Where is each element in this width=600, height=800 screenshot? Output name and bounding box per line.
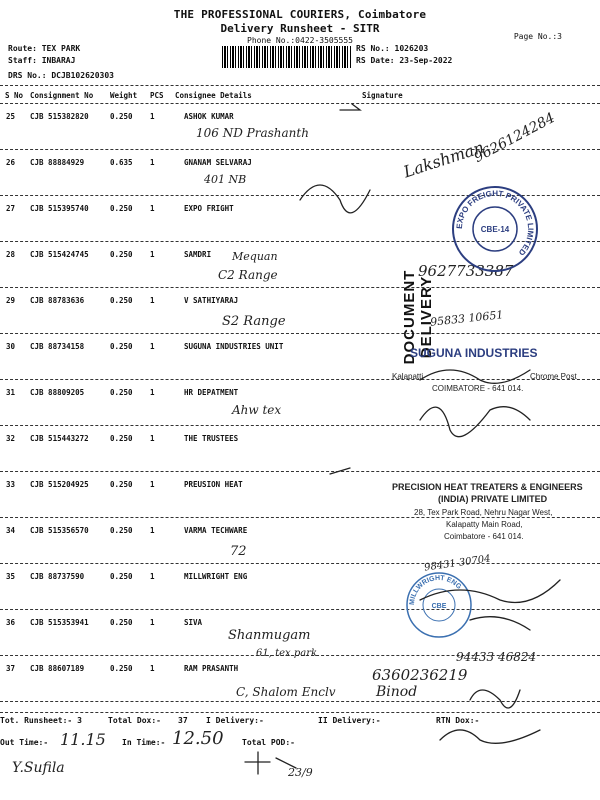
row-pcs: 1 <box>150 388 155 397</box>
row-pcs: 1 <box>150 250 155 259</box>
row-sno: 32 <box>6 434 16 443</box>
tot-runsheet: Tot. Runsheet:- 3 <box>0 716 82 725</box>
hand-r29-address: S2 Range <box>222 314 286 329</box>
sig-r36-phone: 94433 46824 <box>456 650 537 664</box>
row-pcs: 1 <box>150 342 155 351</box>
suguna-stamp-addr3: COIMBATORE - 641 014. <box>432 384 524 393</box>
row-sno: 35 <box>6 572 16 581</box>
row-consignment-no: CJB 88783636 <box>30 296 85 305</box>
total-dox-value: 37 <box>178 716 188 725</box>
total-dox-label: Total Dox:- <box>108 716 161 725</box>
row-pcs: 1 <box>150 572 155 581</box>
row-consignment-no: CJB 515395740 <box>30 204 89 213</box>
row-consignment-no: CJB 515443272 <box>30 434 89 443</box>
row-sno: 27 <box>6 204 16 213</box>
footer-rule <box>0 712 600 713</box>
row-pcs: 1 <box>150 112 155 121</box>
row-pcs: 1 <box>150 158 155 167</box>
footer-signature: Y.Sufila <box>12 760 65 776</box>
row-sno: 30 <box>6 342 16 351</box>
in-time-value: 12.50 <box>172 728 224 749</box>
sig-r34-phone: 98431 30704 <box>423 553 492 574</box>
row-consignee-name: RAM PRASANTH <box>184 664 239 673</box>
row-consignment-no: CJB 88884929 <box>30 158 85 167</box>
row-consignment-no: CJB 515356570 <box>30 526 89 535</box>
sig-r29-phone: 95833 10651 <box>429 308 504 329</box>
row-weight: 0.250 <box>110 250 133 259</box>
precision-stamp-addr2: Kalapatty Main Road, <box>446 520 523 529</box>
suguna-stamp-addr1: Kalapatti <box>392 372 424 381</box>
precision-stamp-addr1: 28, Tex Park Road, Nehru Nagar West, <box>414 508 553 517</box>
row-consignee-name: PREUSION HEAT <box>184 480 243 489</box>
row-sno: 31 <box>6 388 16 397</box>
row-pcs: 1 <box>150 480 155 489</box>
row-consignee-name: SAMDRI <box>184 250 212 259</box>
row-consignee-name: THE TRUSTEES <box>184 434 239 443</box>
in-time-label: In Time:- <box>122 738 166 747</box>
hand-r28-address1: Mequan <box>232 250 278 263</box>
row-weight: 0.250 <box>110 296 133 305</box>
row-sno: 29 <box>6 296 16 305</box>
suguna-stamp-title: SUGUNA INDUSTRIES <box>410 346 538 360</box>
suguna-stamp-addr2: Chrome Post <box>530 372 577 381</box>
hand-r36-name: Shanmugam <box>228 628 311 643</box>
row-pcs: 1 <box>150 434 155 443</box>
row-sno: 33 <box>6 480 16 489</box>
rs-date: RS Date: 23-Sep-2022 <box>356 56 453 65</box>
row-sno: 28 <box>6 250 16 259</box>
row-pcs: 1 <box>150 204 155 213</box>
row-weight: 0.250 <box>110 480 133 489</box>
row-weight: 0.250 <box>110 388 133 397</box>
rs-number: RS No.: 1026203 <box>356 44 429 53</box>
row-sno: 26 <box>6 158 16 167</box>
sig-r25-name: Lakshman <box>401 137 487 182</box>
row-consignee-name: ASHOK KUMAR <box>184 112 234 121</box>
row-consignee-name: SIVA <box>184 618 203 627</box>
col-signature: Signature <box>362 91 403 100</box>
route: Route: TEX PARK <box>8 44 81 53</box>
precision-stamp-sub: (INDIA) PRIVATE LIMITED <box>438 494 548 504</box>
row-consignment-no: CJB 515424745 <box>30 250 89 259</box>
row-weight: 0.250 <box>110 526 133 535</box>
row-weight: 0.250 <box>110 434 133 443</box>
hand-r34-note: 72 <box>230 544 247 559</box>
ii-delivery: II Delivery:- <box>318 716 381 725</box>
row-sno: 34 <box>6 526 16 535</box>
out-time-value: 11.15 <box>60 730 106 749</box>
drs-number: DRS No.: DCJB102620303 <box>8 71 114 80</box>
row-consignment-no: CJB 88734158 <box>30 342 85 351</box>
col-consignment: Consignment No <box>30 91 94 100</box>
row-sno: 36 <box>6 618 16 627</box>
row-consignee-name: GNANAM SELVARAJ <box>184 158 252 167</box>
row-weight: 0.250 <box>110 664 133 673</box>
svg-text:MILLWRIGHT ENG: MILLWRIGHT ENG <box>408 574 463 606</box>
row-weight: 0.250 <box>110 112 133 121</box>
total-pod: Total POD:- <box>242 738 295 747</box>
row-pcs: 1 <box>150 296 155 305</box>
row-consignee-name: V SATHIYARAJ <box>184 296 239 305</box>
svg-text:EXPO FREIGHT PRIVATE LIMITED: EXPO FREIGHT PRIVATE LIMITED <box>454 188 536 258</box>
hand-r25-address: 106 ND Prashanth <box>196 126 309 140</box>
row-consignment-no: CJB 88809205 <box>30 388 85 397</box>
row-consignment-no: CJB 515382820 <box>30 112 89 121</box>
row-weight: 0.250 <box>110 618 133 627</box>
row-consignee-name: VARMA TECHWARE <box>184 526 248 535</box>
sig-r28-phone: 9627733387 <box>418 262 514 280</box>
col-sno: S No <box>5 91 24 100</box>
row-consignment-no: CJB 88737590 <box>30 572 85 581</box>
i-delivery: I Delivery:- <box>206 716 264 725</box>
row-weight: 0.250 <box>110 572 133 581</box>
rtn-dox: RTN Dox:- <box>436 716 480 725</box>
col-pcs: PCS <box>150 91 164 100</box>
row-sno: 25 <box>6 112 16 121</box>
footer-date: 23/9 <box>288 766 313 779</box>
row-consignee-name: HR DEPATMENT <box>184 388 239 397</box>
precision-stamp-addr3: Coimbatore - 641 014. <box>444 532 524 541</box>
row-pcs: 1 <box>150 526 155 535</box>
row-pcs: 1 <box>150 664 155 673</box>
hand-r37-address: C, Shalom Enclv <box>236 685 336 699</box>
page-number: Page No.:3 <box>513 32 562 41</box>
hand-r36-address: 61, tex park <box>256 648 318 659</box>
page-title: THE PROFESSIONAL COURIERS, Coimbatore <box>173 8 427 21</box>
precision-stamp-title: PRECISION HEAT TREATERS & ENGINEERS <box>392 482 583 492</box>
staff: Staff: INBARAJ <box>8 56 76 65</box>
row-consignment-no: CJB 515204925 <box>30 480 89 489</box>
svg-text:CBE-14: CBE-14 <box>480 225 510 234</box>
row-consignee-name: SUGUNA INDUSTRIES UNIT <box>184 342 284 351</box>
row-consignment-no: CJB 515353941 <box>30 618 89 627</box>
hand-r31-note: Ahw tex <box>232 403 282 417</box>
row-weight: 0.250 <box>110 204 133 213</box>
hand-r28-address2: C2 Range <box>218 268 278 282</box>
row-consignee-name: EXPO FRIGHT <box>184 204 234 213</box>
phone-number: Phone No.:0422-3505555 <box>247 36 353 45</box>
row-consignment-no: CJB 88607189 <box>30 664 85 673</box>
row-consignee-name: MILLWRIGHT ENG <box>184 572 248 581</box>
row-weight: 0.635 <box>110 158 133 167</box>
svg-text:CBE: CBE <box>431 603 447 610</box>
out-time-label: Out Time:- <box>0 738 49 747</box>
document-delivery-stamp: DOCUMENT DELIVERY <box>401 269 435 365</box>
col-consignee: Consignee Details <box>175 91 252 100</box>
row-sno: 37 <box>6 664 16 673</box>
row-pcs: 1 <box>150 618 155 627</box>
sig-r37-phone: 6360236219 <box>372 666 468 684</box>
runsheet-subtitle: Delivery Runsheet - SITR <box>220 22 380 35</box>
sig-r37-name: Binod <box>376 684 418 700</box>
hand-r26-address: 401 NB <box>204 173 247 186</box>
row-weight: 0.250 <box>110 342 133 351</box>
sig-r25-phone: 9626124284 <box>471 110 558 166</box>
col-weight: Weight <box>110 91 138 100</box>
